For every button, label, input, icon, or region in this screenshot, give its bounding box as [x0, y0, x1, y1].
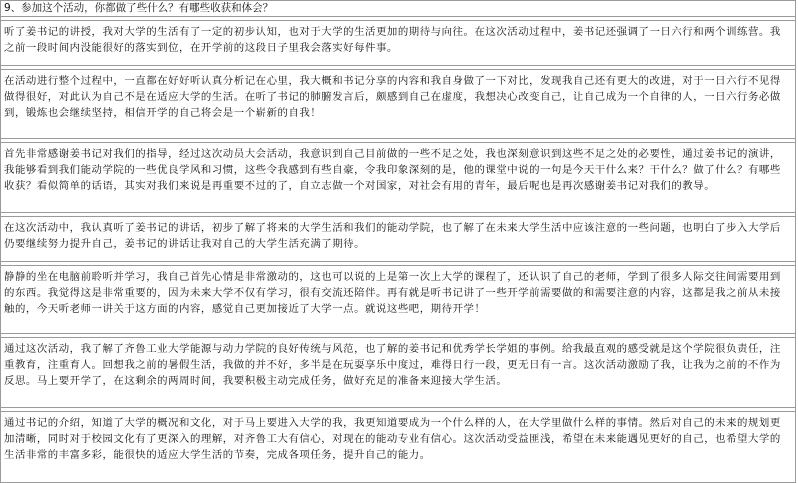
answer-cell: 首先非常感谢姜书记对我们的指导，经过这次动员大会活动，我意识到自己目前做的一些不足之处，我也深刻意识到这些不足之处的必要性，通过姜书记的演讲，我能够看到我们能动学院的一些优良学风和习惯，这些令我感到有些自豪，令我印象深刻的是，他的课堂中说的一句是今天干什么来？干什么？做了什么？有哪些收获？看似简单的话语，其实对我们来说是再重要不过的了，自立志做一个对国家，对社会有用的青年，最后呢也是再次感谢姜书记对我们的教导。 — [1, 143, 795, 213]
answer-cell: 通过书记的介绍，知道了大学的概况和文化，对于马上要进入大学的我，我更知道要成为一个什么样的人，在大学里做什么样的事情。然后对自己的未来的规划更加清晰，同时对于校园文化有了更深入的理解，对齐鲁工大有信心，对现在的能动专业有信心。这次活动受益匪浅，希望在未来能遇见更好的自己，也希望大学的生活非常的丰富多彩，能很快的适应大学生活的节奏，完成各项任务，提升自己的能力。 — [4, 417, 781, 462]
answer-cell: 通过这次活动，我了解了齐鲁工业大学能源与动力学院的良好传统与风范，也了解的姜书记和优秀学长学姐的事例。给我最直观的感受就是这个学院很负责任，注重教育，注重育人。回想我之前的暑假生活，我做的并不好，多半是在玩耍享乐中度过，难得日行一段，更无日有一言。这次活动激励了我，让我为之前的不作为反思。马上要开学了，在这剩余的两周时间，我要积极主动完成任务，做好充足的准备来迎接大学生活。 — [1, 338, 795, 408]
question-header: 9、参加这个活动，你都做了些什么？有哪些收获和体会？ — [1, 0, 795, 17]
answer-cell: 在活动进行整个过程中，一直都在好好听认真分析记在心里，我大概和书记分享的内容和我自身做了一下对比，发现我自己还有更大的改进，对于一日六行不见得做得很好，对此认为自己不是在适应大学的生活。在听了书记的肺腑发言后，颇感到自己在虚度，我想决心改变自己，让自己成为一个自律的人，一日六行务必做到，锻炼也会继续坚持，相信开学的自己将会是一个崭新的自我！ — [1, 70, 795, 139]
answer-cell: 听了姜书记的讲授，我对大学的生活有了一定的初步认知，也对于大学的生活更加的期待与向往。在这次活动过程中，姜书记还强调了一日六行和两个训练营。我之前一段时间内没能很好的落实到位，在开学前的这段日子里我会落实好每件事。 — [1, 21, 795, 66]
answer-cell: 静静的坐在电脑前聆听并学习，我自己首先心情是非常激动的，这也可以说的上是第一次上大学的课程了，还认识了自己的老师，学到了很多人际交往间需要用到的东西。我觉得这是非常重要的，因为未来大学不仅有学习，很有交流还陪伴。再有就是听书记讲了一些开学前需要做的和需要注意的内容，这都是我之前从未接触的，今天听老师一讲关于这方面的内容，感觉自己更加接近了大学一点。就说这些吧，期待开学！ — [1, 266, 795, 334]
answer-cell: 在这次活动中，我认真听了姜书记的讲话，初步了解了将来的大学生活和我们的能动学院，也了解了在未来大学生活中应该注意的一些问题，也明白了步入大学后仍要继续努力提升自己，姜书记的讲话让我对自己的大学生活充满了期待。 — [1, 217, 795, 262]
